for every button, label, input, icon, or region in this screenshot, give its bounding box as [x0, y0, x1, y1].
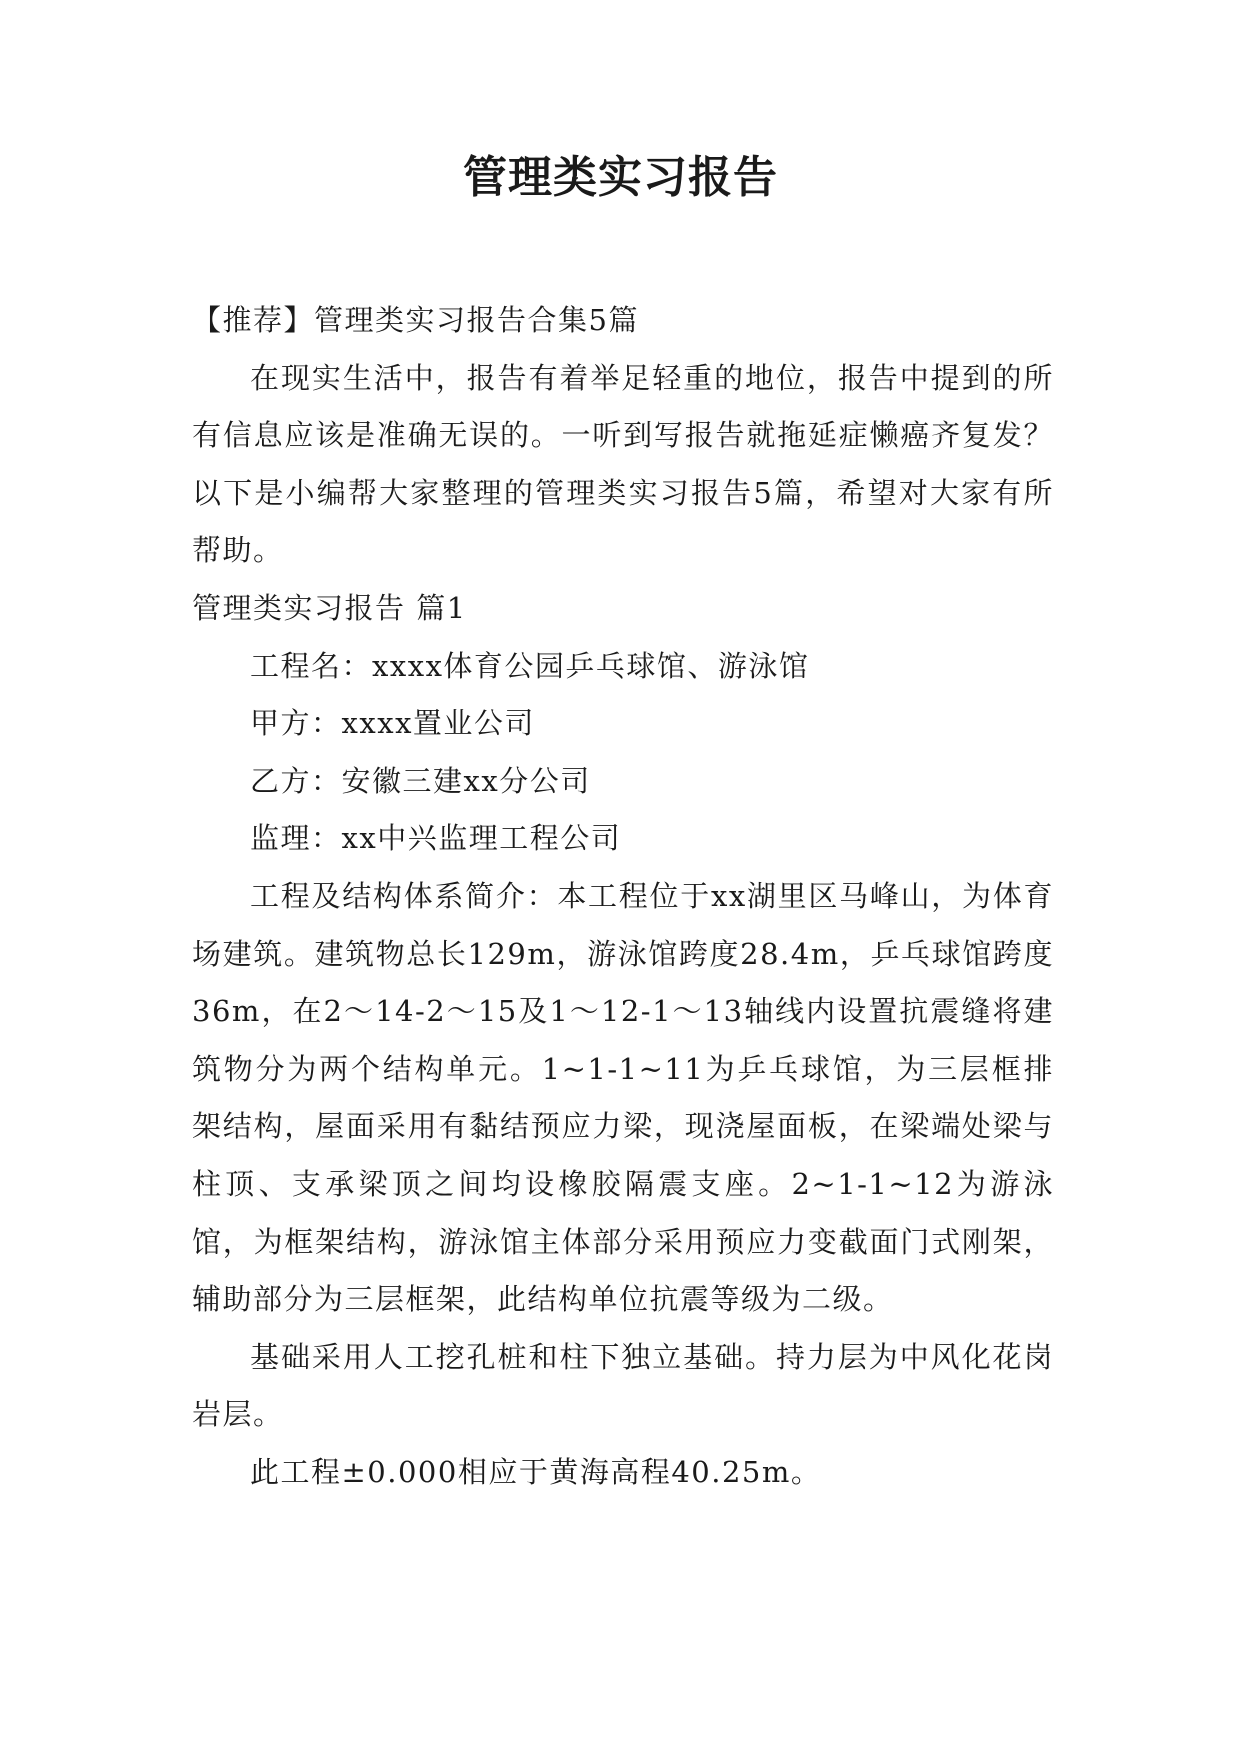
elevation-paragraph: 此工程±0.000相应于黄海高程40.25m。: [250, 1454, 822, 1489]
recommendation-line: 【推荐】管理类实习报告合集5篇: [192, 303, 639, 337]
document-body: [192, 292, 1054, 1501]
section-heading: 管理类实习报告 篇1: [192, 590, 467, 625]
intro-paragraph: 在现实生活中，报告有着举足轻重的地位，报告中提到的所有信息应该是准确无误的。一听到写报告就拖延症懒癌齐复发？以下是小编帮大家整理的管理类实习报告5篇，希望对大家有所帮助。: [192, 360, 1054, 568]
document-title: 管理类实习报告: [463, 152, 778, 203]
project-name-line: 工程名：xxxx体育公园乒乓球馆、游泳馆: [250, 648, 810, 683]
party-a-line: 甲方：xxxx置业公司: [250, 706, 535, 741]
supervisor-line: 监理：xx中兴监理工程公司: [250, 821, 622, 856]
structure-intro-paragraph: 工程及结构体系简介：本工程位于xx湖里区马峰山，为体育场建筑。建筑物总长129m，游泳馆跨度28.4m，乒乓球馆跨度36m，在2～14-2～15及1～12-1～13轴线内设置抗震缝将建筑物分为两个结构单元。1~1-1~11为乒乓球馆，为三层框排架结构，屋面采用有黏结预应力梁，现浇屋面板，在梁端处梁与柱顶、支承梁顶之间均设橡胶隔震支座。2~1-1~12为游泳馆，为框架结构，游泳馆主体部分采用预应力变截面门式刚架，辅助部分为三层框架，此结构单位抗震等级为二级。: [192, 878, 1054, 1317]
party-b-line: 乙方：安徽三建xx分公司: [250, 763, 591, 798]
foundation-paragraph: 基础采用人工挖孔桩和柱下独立基础。持力层为中风化花岗岩层。: [192, 1339, 1054, 1432]
